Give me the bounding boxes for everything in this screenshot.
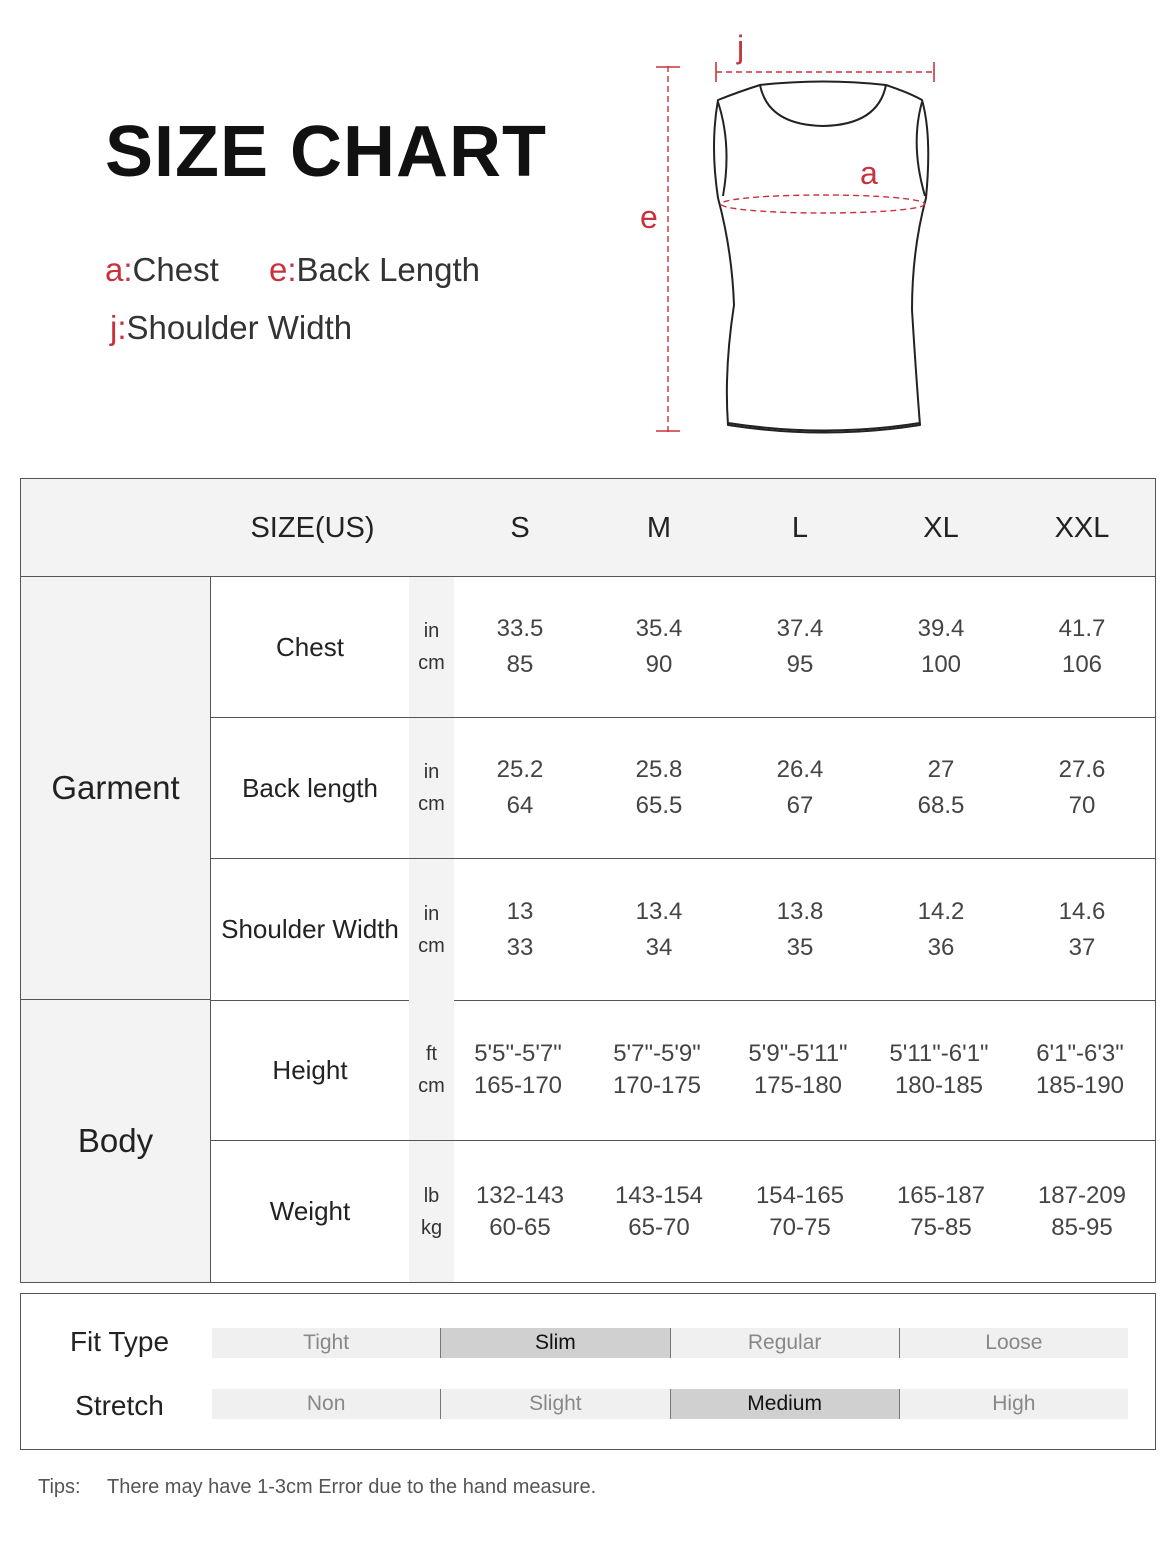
- value: 70-75: [769, 1213, 831, 1241]
- chest-line: [721, 195, 925, 213]
- value: 35.4: [635, 615, 683, 642]
- value: 154-165: [755, 1181, 845, 1209]
- value-cell: [725, 1141, 875, 1282]
- legend-label: Shoulder Width: [126, 309, 353, 346]
- value: 65-70: [628, 1213, 690, 1241]
- unit: cm: [418, 934, 445, 957]
- value: 65.5: [635, 792, 683, 819]
- value: 170-175: [612, 1072, 702, 1099]
- value-cell: [445, 1141, 595, 1282]
- value: 14.2: [917, 897, 965, 925]
- value: 90: [645, 651, 673, 678]
- value: 5'7"-5'9": [613, 1040, 701, 1067]
- unit: lb: [423, 1184, 440, 1207]
- legend-key: e:: [269, 251, 297, 288]
- value: 70: [1068, 792, 1096, 819]
- size-header-label: SIZE(US): [250, 511, 375, 544]
- unit: in: [423, 761, 440, 783]
- value: 33: [506, 933, 534, 961]
- stretch-option-non: Non: [212, 1389, 440, 1419]
- table-row: [211, 718, 1155, 859]
- legend-label: Back Length: [296, 251, 480, 288]
- value-cell: [866, 577, 1016, 717]
- size-m: M: [646, 511, 672, 544]
- value-cell: [864, 1000, 1014, 1140]
- value: 37: [1068, 933, 1096, 961]
- value-cell: [725, 718, 875, 858]
- table-row: [211, 859, 1155, 1000]
- measure-lines: [668, 66, 934, 432]
- value: 39.4: [917, 615, 965, 642]
- value: 13.4: [635, 897, 683, 925]
- stretch-scale: [212, 1389, 1128, 1419]
- stretch-option-slight: Slight: [440, 1389, 669, 1419]
- value: 132-143: [475, 1181, 565, 1209]
- measure-ticks: [656, 62, 934, 431]
- unit: in: [423, 902, 440, 925]
- value-cell: [584, 1141, 734, 1282]
- fit-box: [20, 1293, 1156, 1450]
- unit: cm: [418, 793, 445, 815]
- value-cell: [1007, 859, 1157, 1000]
- legend-shoulder-width: [110, 308, 352, 348]
- legend-chest: [105, 250, 219, 290]
- legend-key: a:: [105, 251, 133, 288]
- tips-note: [38, 1476, 596, 1499]
- value: 185-190: [1035, 1072, 1125, 1099]
- value: 64: [506, 792, 534, 819]
- value-cell: [584, 718, 734, 858]
- value-cell: [866, 718, 1016, 858]
- value-cell: [1007, 1141, 1157, 1282]
- value: 37.4: [776, 615, 824, 642]
- value: 13: [506, 897, 534, 925]
- legend-back-length: [269, 250, 480, 290]
- row-label: Height: [272, 1054, 348, 1085]
- value-cell: [443, 1000, 593, 1140]
- stretch-label: Stretch: [75, 1390, 164, 1421]
- value-cell: [725, 577, 875, 717]
- value-cell: [1007, 718, 1157, 858]
- value: 25.8: [635, 756, 683, 783]
- size-xxl: XXL: [1054, 511, 1110, 544]
- table-row: [211, 1141, 1155, 1282]
- value: 33.5: [496, 615, 544, 642]
- value: 5'9"-5'11": [748, 1040, 848, 1067]
- stretch-option-high: High: [899, 1389, 1128, 1419]
- label-j: j: [737, 29, 745, 65]
- table-header: [21, 479, 1155, 577]
- row-label: Chest: [276, 631, 344, 662]
- value: 85: [506, 651, 534, 678]
- value: 5'5"-5'7": [474, 1040, 562, 1067]
- value: 180-185: [894, 1072, 984, 1099]
- value-cell: [584, 859, 734, 1000]
- value: 13.8: [776, 897, 824, 925]
- group-body: Body: [21, 1000, 211, 1282]
- value-cell: [866, 1141, 1016, 1282]
- table-row: [211, 577, 1155, 718]
- value-cell: [584, 577, 734, 717]
- tips-label: Tips:: [38, 1476, 81, 1498]
- value-cell: [582, 1000, 732, 1140]
- value: 143-154: [614, 1181, 704, 1209]
- fit-type-label: Fit Type: [69, 1326, 170, 1357]
- size-table: [20, 478, 1156, 1283]
- stretch-option-medium: Medium: [670, 1389, 899, 1419]
- value-cell: [1005, 1000, 1155, 1140]
- value: 27: [927, 756, 955, 783]
- fit-option-loose: Loose: [899, 1328, 1128, 1358]
- size-s: S: [510, 511, 530, 544]
- unit: kg: [420, 1216, 443, 1239]
- value: 187-209: [1037, 1181, 1127, 1209]
- value: 67: [786, 792, 814, 819]
- legend-key: j:: [110, 309, 127, 346]
- group-garment: Garment: [21, 577, 211, 1000]
- shirt-outline-icon: [714, 82, 928, 433]
- value: 165-170: [473, 1072, 563, 1099]
- value: 25.2: [496, 756, 544, 783]
- value-cell: [445, 859, 595, 1000]
- value: 34: [645, 933, 673, 961]
- value-cell: [1007, 577, 1157, 717]
- value-cell: [866, 859, 1016, 1000]
- fit-option-slim: Slim: [440, 1328, 669, 1358]
- fit-option-tight: Tight: [212, 1328, 440, 1358]
- value: 41.7: [1058, 615, 1106, 642]
- value: 5'11"-6'1": [889, 1040, 989, 1067]
- value-cell: [445, 577, 595, 717]
- label-e: e: [640, 199, 658, 235]
- value: 14.6: [1058, 897, 1106, 925]
- value: 85-95: [1051, 1213, 1113, 1241]
- value: 6'1"-6'3": [1036, 1040, 1124, 1067]
- size-xl: XL: [923, 511, 959, 544]
- legend-label: Chest: [132, 251, 219, 288]
- value: 175-180: [753, 1072, 843, 1099]
- value: 60-65: [489, 1213, 551, 1241]
- tips-text: There may have 1-3cm Error due to the hand measure.: [107, 1476, 597, 1498]
- row-label: Weight: [269, 1196, 351, 1226]
- unit: cm: [418, 1075, 445, 1097]
- value: 27.6: [1058, 756, 1106, 783]
- size-l: L: [791, 511, 809, 544]
- value: 106: [1061, 651, 1103, 678]
- value: 36: [927, 933, 955, 961]
- value: 35: [786, 933, 814, 961]
- label-a: a: [860, 155, 878, 191]
- fit-type-scale: [212, 1328, 1128, 1358]
- value: 26.4: [776, 756, 824, 783]
- value: 68.5: [917, 792, 965, 819]
- row-label: Shoulder Width: [221, 914, 399, 944]
- value: 75-85: [910, 1213, 972, 1241]
- value-cell: [723, 1000, 873, 1140]
- unit: ft: [425, 1043, 438, 1065]
- fit-option-regular: Regular: [670, 1328, 899, 1358]
- shirt-diagram: [620, 20, 960, 450]
- table-row: [211, 1000, 1155, 1141]
- value-cell: [445, 718, 595, 858]
- value: 95: [786, 651, 814, 678]
- value: 100: [920, 651, 962, 678]
- unit: cm: [418, 652, 445, 674]
- page-title: SIZE CHART: [105, 112, 547, 192]
- value: 165-187: [896, 1181, 986, 1209]
- unit: in: [423, 620, 440, 642]
- value-cell: [725, 859, 875, 1000]
- row-label: Back length: [242, 772, 378, 803]
